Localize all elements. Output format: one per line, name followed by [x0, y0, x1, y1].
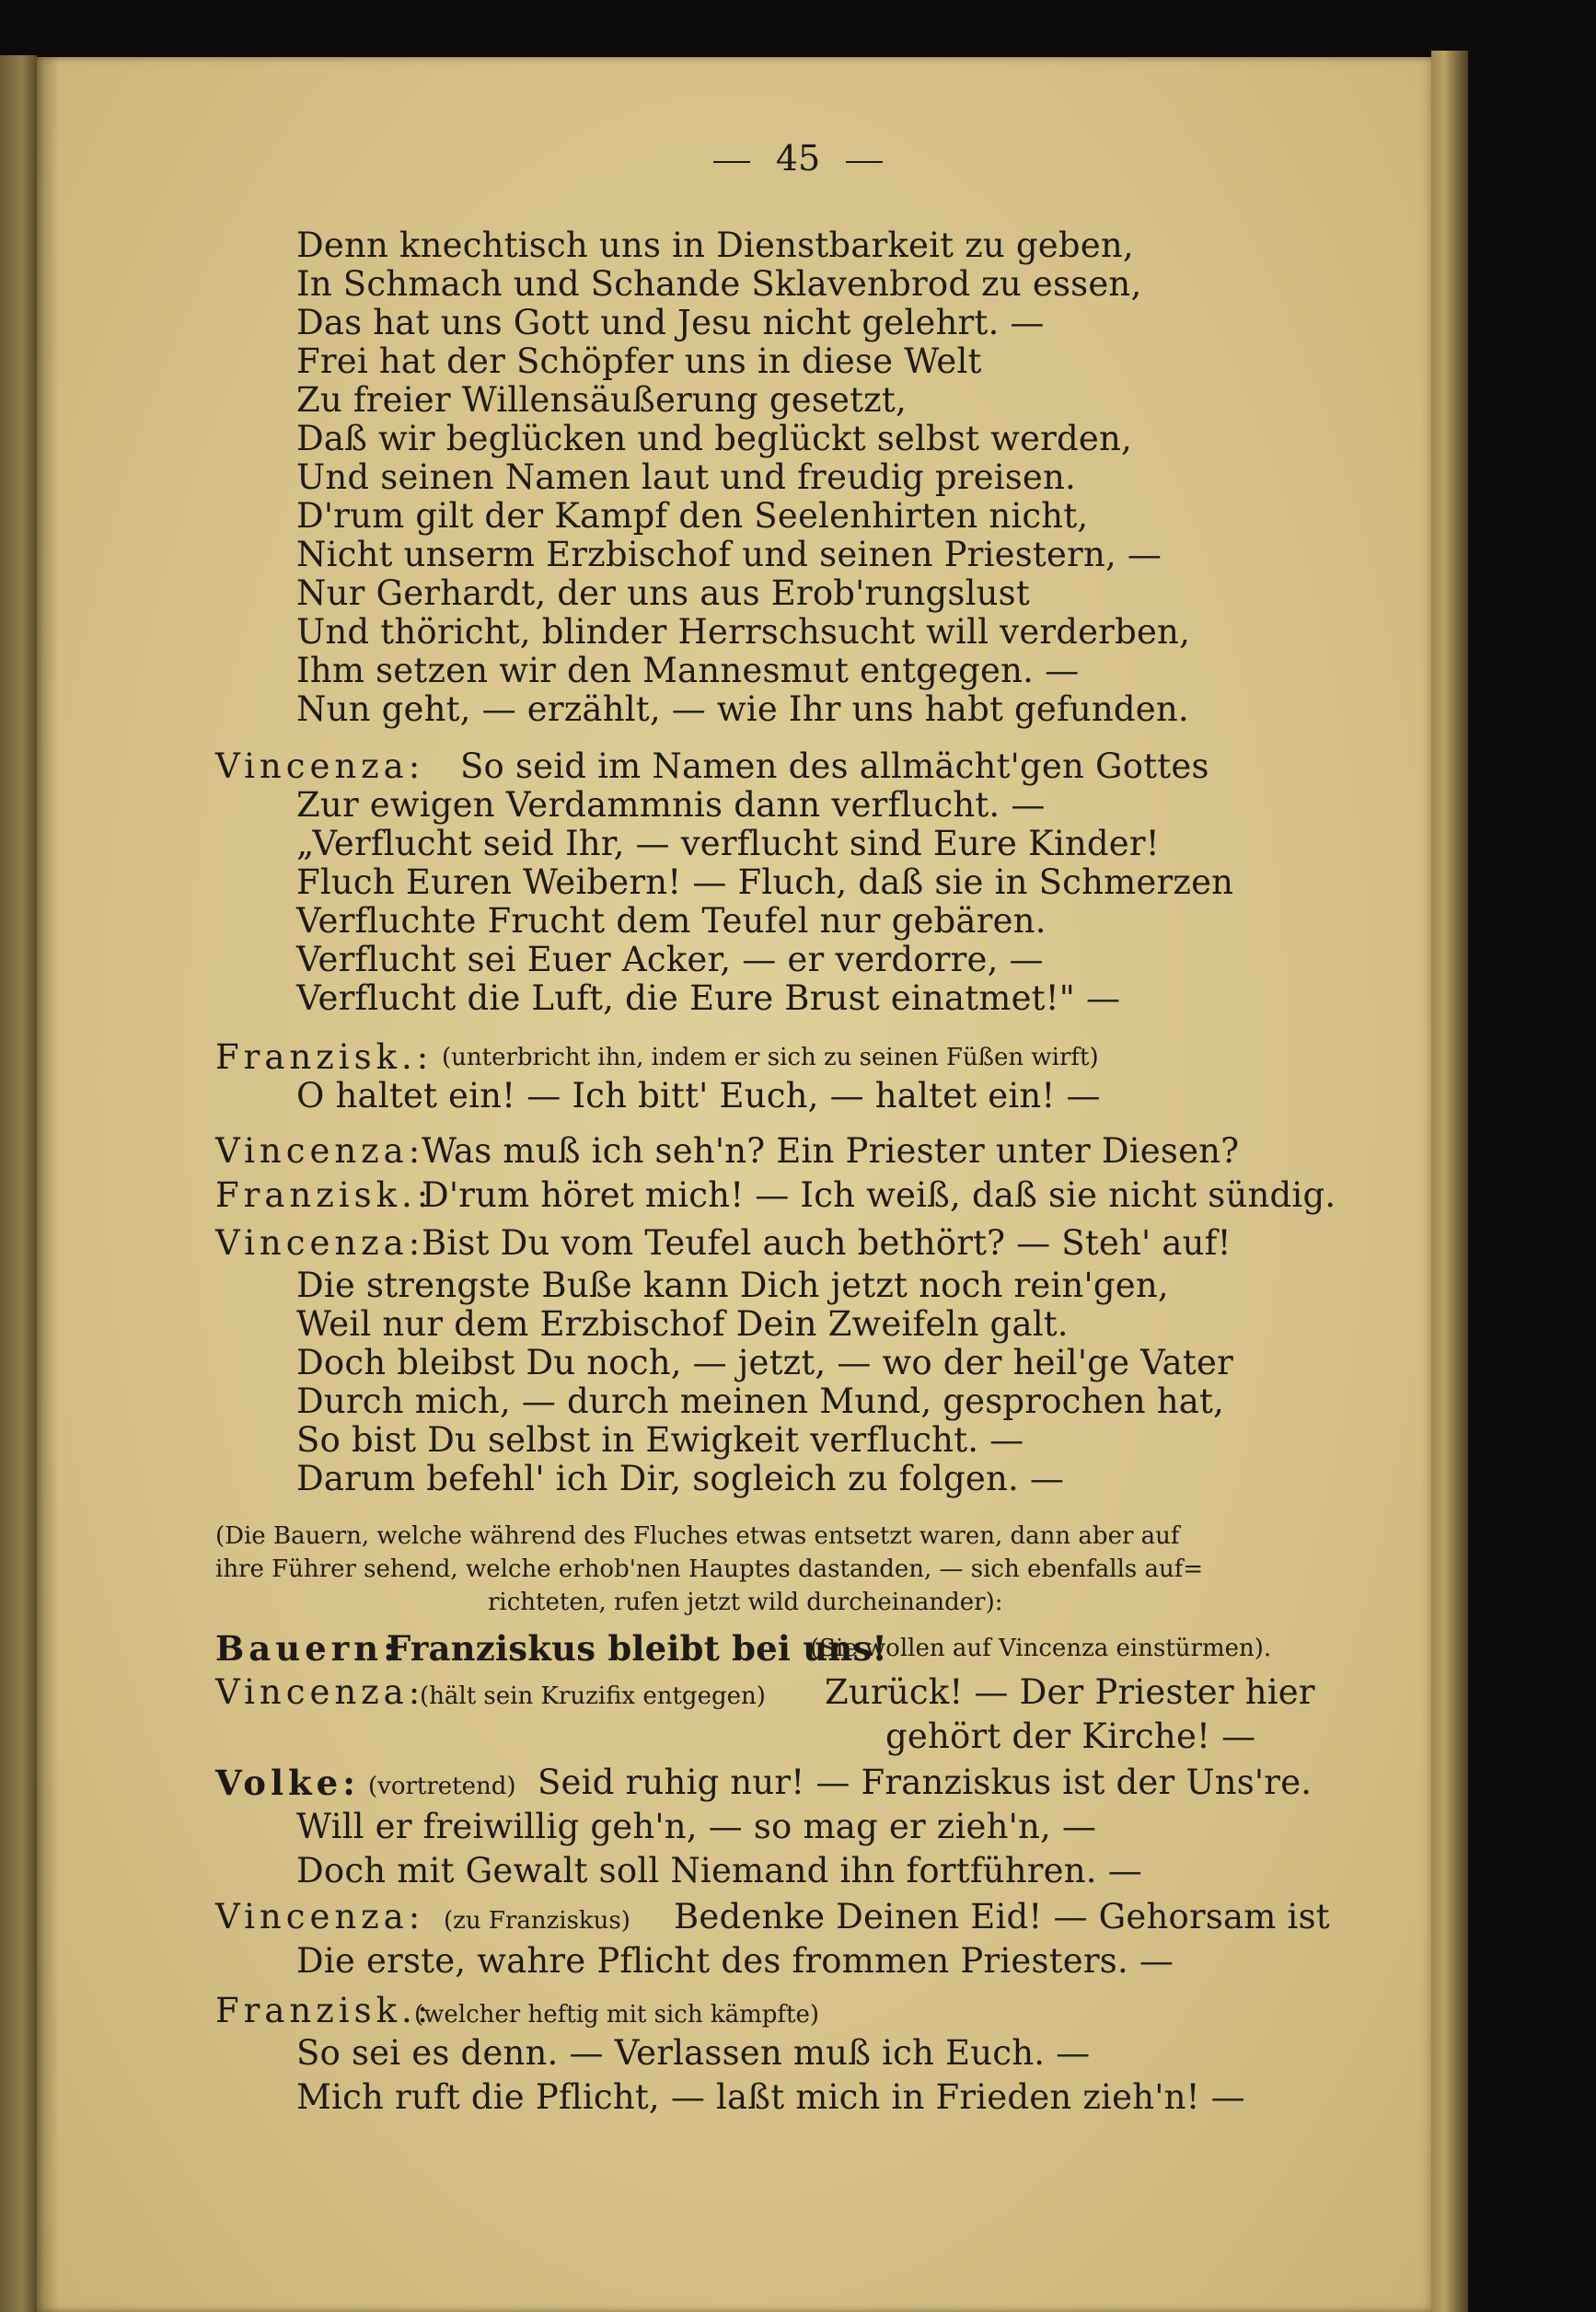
speaker-name: Vincenza:: [215, 1672, 425, 1712]
verse-line: Frei hat der Schöpfer uns in diese Welt: [296, 341, 982, 381]
speaker-name: Volke:: [215, 1763, 360, 1803]
verse-line: Verfluchte Frucht dem Teufel nur gebären.: [296, 901, 1047, 941]
verse-line: Verflucht die Luft, die Eure Brust einatmet!" —: [296, 978, 1121, 1018]
speaker-name: Vincenza:: [215, 1131, 425, 1171]
verse-line: Bedenke Deinen Eid! — Gehorsam ist: [674, 1897, 1330, 1936]
verse-line: O haltet ein! — Ich bitt' Euch, — haltet ein! —: [296, 1076, 1101, 1116]
verse-line: Das hat uns Gott und Jesu nicht gelehrt. —: [296, 303, 1045, 342]
verse-line: Bist Du vom Teufel auch bethört? — Steh' auf!: [422, 1223, 1232, 1263]
verse-line: Und thöricht, blinder Herrschsucht will verderben,: [296, 612, 1191, 652]
page-stack-edge: [1431, 51, 1468, 2312]
page-number: [0, 138, 1596, 179]
previous-page-edge: [0, 55, 37, 2312]
verse-line: Und seinen Namen laut und freudig preisen.: [296, 457, 1077, 497]
verse-line: Nun geht, — erzählt, — wie Ihr uns habt gefunden.: [296, 689, 1189, 729]
folio-dash-left: [713, 161, 750, 163]
page-number-value: 45: [775, 138, 821, 179]
verse-line: D'rum höret mich! — Ich weiß, daß sie nicht sündig.: [422, 1175, 1336, 1215]
verse-line: Daß wir beglücken und beglückt selbst werden,: [296, 419, 1132, 458]
verse-line: Nicht unserm Erzbischof und seinen Priestern, —: [296, 535, 1162, 574]
speaker-name: Bauern:: [215, 1628, 400, 1669]
stage-direction: (Sie wollen auf Vincenza einstürmen).: [810, 1635, 1272, 1662]
verse-line: So bist Du selbst in Ewigkeit verflucht. —: [296, 1420, 1024, 1460]
verse-line: D'rum gilt der Kampf den Seelenhirten nicht,: [296, 496, 1089, 536]
verse-line: „Verflucht seid Ihr, — verflucht sind Eure Kinder!: [296, 824, 1160, 863]
speaker-name: Vincenza:: [215, 1223, 425, 1263]
stage-direction: (welcher heftig mit sich kämpfte): [414, 2001, 819, 2029]
verse-line: Was muß ich seh'n? Ein Priester unter Diesen?: [422, 1131, 1240, 1171]
speaker-name: Vincenza:: [215, 746, 425, 786]
stage-direction-line: richteten, rufen jetzt wild durcheinander):: [488, 1589, 1003, 1616]
stage-direction: (vortretend): [368, 1773, 516, 1800]
verse-line: In Schmach und Schande Sklavenbrod zu essen,: [296, 264, 1142, 304]
verse-line: Zurück! — Der Priester hier: [825, 1672, 1315, 1712]
verse-line: Die strengste Buße kann Dich jetzt noch rein'gen,: [296, 1266, 1169, 1305]
page-gutter-shadow: [37, 57, 59, 2312]
verse-line: Verflucht sei Euer Acker, — er verdorre, —: [296, 940, 1044, 979]
verse-line: Zur ewigen Verdammnis dann verflucht. —: [296, 785, 1046, 825]
verse-line: Ihm setzen wir den Mannesmut entgegen. —: [296, 651, 1080, 690]
verse-line: Will er freiwillig geh'n, — so mag er zieh'n, —: [296, 1807, 1097, 1846]
speaker-name: Franzisk.:: [215, 1037, 434, 1077]
verse-line: Seid ruhig nur! — Franziskus ist der Uns're.: [538, 1763, 1313, 1802]
verse-line: So sei es denn. — Verlassen muß ich Euch. —: [296, 2033, 1091, 2073]
verse-line: Denn knechtisch uns in Dienstbarkeit zu geben,: [296, 225, 1134, 265]
verse-line: Durch mich, — durch meinen Mund, gesprochen hat,: [296, 1381, 1225, 1421]
verse-line: gehört der Kirche! —: [885, 1717, 1256, 1756]
verse-line: Fluch Euren Weibern! — Fluch, daß sie in Schmerzen: [296, 862, 1234, 902]
stage-direction: (zu Franziskus): [444, 1907, 630, 1935]
verse-line: So seid im Namen des allmächt'gen Gottes: [460, 746, 1209, 786]
speaker-name: Franzisk.:: [215, 1175, 434, 1215]
folio-dash-right: [846, 161, 883, 163]
speaker-name: Vincenza:: [215, 1897, 425, 1936]
verse-line: Franziskus bleibt bei uns!: [387, 1628, 887, 1669]
verse-line: Darum befehl' ich Dir, sogleich zu folgen. —: [296, 1459, 1065, 1498]
verse-line: Doch bleibst Du noch, — jetzt, — wo der heil'ge Vater: [296, 1343, 1233, 1382]
stage-direction-line: (Die Bauern, welche während des Fluches etwas entsetzt waren, dann aber auf: [215, 1522, 1180, 1550]
speaker-name: Franzisk.:: [215, 1991, 434, 2030]
verse-line: Mich ruft die Pflicht, — laßt mich in Frieden zieh'n! —: [296, 2077, 1245, 2117]
verse-line: Doch mit Gewalt soll Niemand ihn fortführen. —: [296, 1851, 1142, 1890]
stage-direction: (hält sein Kruzifix entgegen): [420, 1682, 766, 1710]
verse-line: Nur Gerhardt, der uns aus Erob'rungslust: [296, 573, 1030, 613]
stage-direction-line: ihre Führer sehend, welche erhob'nen Hauptes dastanden, — sich ebenfalls auf=: [215, 1555, 1204, 1583]
verse-line: Die erste, wahre Pflicht des frommen Priesters. —: [296, 1941, 1174, 1981]
verse-line: Weil nur dem Erzbischof Dein Zweifeln galt.: [296, 1304, 1069, 1344]
verse-line: Zu freier Willensäußerung gesetzt,: [296, 380, 907, 420]
stage-direction: (unterbricht ihn, indem er sich zu seinen Füßen wirft): [442, 1044, 1099, 1071]
